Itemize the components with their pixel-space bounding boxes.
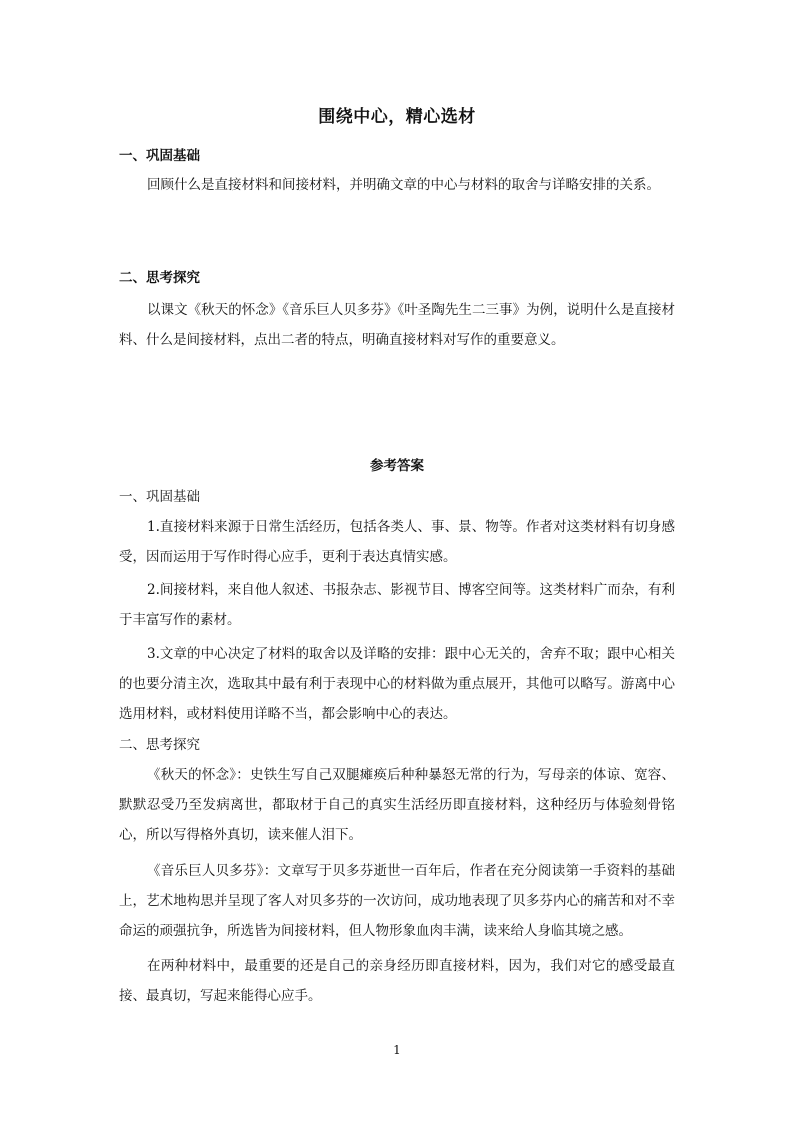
page-number: 1 [393,1043,401,1057]
section2-heading: 二、思考探究 [119,270,200,286]
answer-item-1-2: 2.间接材料，来自他人叙述、书报杂志、影视节目、博客空间等。这类材料广而杂，有利于丰富写作的素材。 [119,582,675,628]
section1-text: 回顾什么是直接材料和间接材料，并明确文章的中心与材料的取舍与详略安排的关系。 [147,177,660,193]
section2-text: 以课文《秋天的怀念》《音乐巨人贝多芬》《叶圣陶先生二三事》为例，说明什么是直接材料、什么是间接材料，点出二者的特点，明确直接材料对写作的重要意义。 [119,302,675,348]
answers-title: 参考答案 [370,458,424,474]
answers-part2-heading: 二、思考探究 [119,737,200,753]
document-title: 围绕中心，精心选材 [318,107,476,127]
answer-item-1-1: 1.直接材料来源于日常生活经历，包括各类人、事、景、物等。作者对这类材料有切身感受，因而运用于写作时得心应手，更利于表达真情实感。 [119,519,675,565]
answer-item-2-1: 《秋天的怀念》：史铁生写自己双腿瘫痪后种种暴怒无常的行为，写母亲的体谅、宽容、默默忍受乃至发病离世，都取材于自己的真实生活经历即直接材料，这种经历与体验刻骨铭心，所以写得格外真切，读来催人泪下。 [119,767,675,843]
answer-item-2-2: 《音乐巨人贝多芬》：文章写于贝多芬逝世一百年后，作者在充分阅读第一手资料的基础上，艺术地构思并呈现了客人对贝多芬的一次访问，成功地表现了贝多芬内心的痛苦和对不幸命运的顽强抗争，所选皆为间接材料，但人物形象血肉丰满，读来给人身临其境之感。 [119,863,675,939]
answers-part1-heading: 一、巩固基础 [119,489,200,505]
answer-item-1-3: 3.文章的中心决定了材料的取舍以及详略的安排：跟中心无关的，舍弃不取；跟中心相关的也要分清主次，选取其中最有利于表现中心的材料做为重点展开，其他可以略写。游离中心选用材料，或材料使用详略不当，都会影响中心的表达。 [119,646,675,722]
answer-item-2-3: 在两种材料中，最重要的还是自己的亲身经历即直接材料，因为，我们对它的感受最直接、最真切，写起来能得心应手。 [119,958,675,1004]
section1-heading: 一、巩固基础 [119,148,200,164]
